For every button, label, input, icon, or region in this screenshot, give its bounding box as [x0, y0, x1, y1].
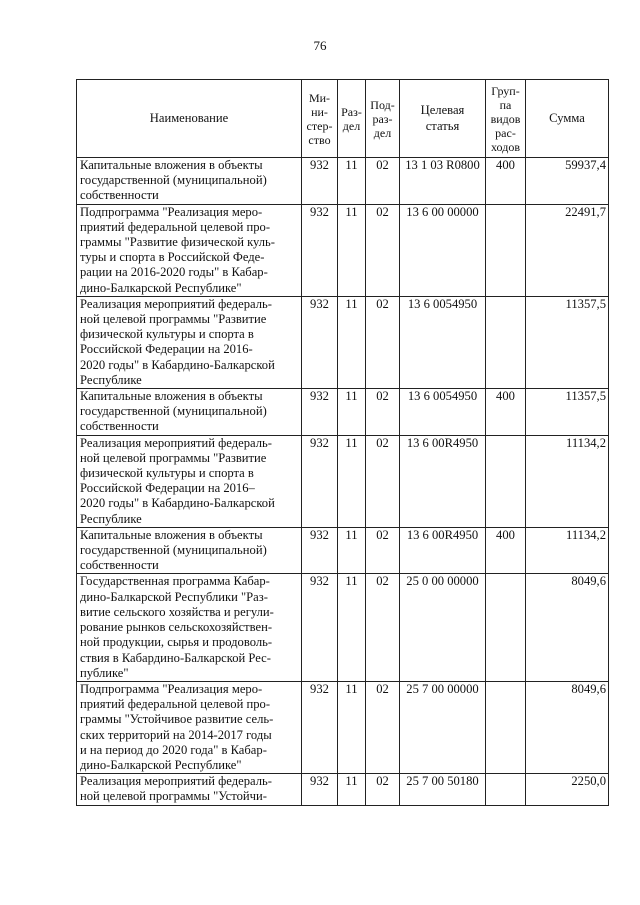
cell-section: 11: [338, 527, 366, 574]
cell-target: 13 6 00R4950: [400, 435, 486, 527]
table-row: [77, 774, 609, 805]
header-section: Раз- дел: [338, 80, 366, 158]
cell-target: 25 0 00 00000: [400, 574, 486, 681]
cell-group: [486, 296, 526, 388]
table-row: [77, 435, 609, 527]
cell-section: 11: [338, 574, 366, 681]
cell-ministry: 932: [302, 774, 338, 805]
cell-name: Капитальные вложения в объекты государственной (муниципальной) собственности: [77, 158, 302, 205]
cell-section: 11: [338, 435, 366, 527]
budget-table: [76, 79, 609, 806]
cell-group: [486, 774, 526, 805]
cell-subsection: 02: [366, 158, 400, 205]
cell-ministry: 932: [302, 574, 338, 681]
cell-name: Капитальные вложения в объекты государственной (муниципальной) собственности: [77, 389, 302, 436]
cell-subsection: 02: [366, 296, 400, 388]
header-name: Наименование: [77, 80, 302, 158]
cell-name: Капитальные вложения в объекты государственной (муниципальной) собственности: [77, 527, 302, 574]
header-subsection: Под- раз- дел: [366, 80, 400, 158]
cell-sum: 11357,5: [526, 296, 609, 388]
cell-ministry: 932: [302, 158, 338, 205]
page-number: 76: [313, 38, 327, 53]
cell-target: 25 7 00 00000: [400, 681, 486, 773]
cell-subsection: 02: [366, 204, 400, 296]
cell-group: [486, 681, 526, 773]
cell-name: Подпрограмма "Реализация меро- приятий федеральной целевой про- граммы "Устойчивое развитие сель- ских территорий на 2014-2017 годы и на период до 2020 года" в Кабар- дино-Балкарской Республике": [77, 681, 302, 773]
cell-name: Государственная программа Кабар- дино-Балкарской Республики "Раз- витие сельского хозяйства и регули- рование рынков сельскохозяйствен- ной продукции, сырья и продоволь- ствия в Кабардино-Балкарской Рес- публике": [77, 574, 302, 681]
cell-target: 13 6 0054950: [400, 296, 486, 388]
cell-section: 11: [338, 681, 366, 773]
cell-ministry: 932: [302, 296, 338, 388]
cell-group: 400: [486, 389, 526, 436]
cell-name: Подпрограмма "Реализация меро- приятий федеральной целевой про- граммы "Развитие физической куль- туры и спорта в Российской Феде- рации на 2016-2020 годы" в Кабар- дино-Балкарской Республике": [77, 204, 302, 296]
cell-ministry: 932: [302, 389, 338, 436]
header-row: [77, 80, 609, 158]
cell-target: 25 7 00 50180: [400, 774, 486, 805]
header-ministry: Ми- ни- стер- ство: [302, 80, 338, 158]
table-row: [77, 681, 609, 773]
cell-subsection: 02: [366, 527, 400, 574]
table-row: [77, 574, 609, 681]
cell-sum: 11134,2: [526, 527, 609, 574]
cell-sum: 11357,5: [526, 389, 609, 436]
cell-target: 13 6 00R4950: [400, 527, 486, 574]
cell-name: Реализация мероприятий федераль- ной целевой программы "Развитие физической культуры и спорта в Российской Федерации на 2016– 2020 годы" в Кабардино-Балкарской Республике: [77, 435, 302, 527]
cell-subsection: 02: [366, 435, 400, 527]
cell-section: 11: [338, 158, 366, 205]
cell-group: [486, 204, 526, 296]
cell-target: 13 6 00 00000: [400, 204, 486, 296]
cell-target: 13 1 03 R0800: [400, 158, 486, 205]
cell-section: 11: [338, 774, 366, 805]
table-row: [77, 296, 609, 388]
cell-group: 400: [486, 158, 526, 205]
table-row: [77, 158, 609, 205]
cell-subsection: 02: [366, 681, 400, 773]
cell-group: [486, 574, 526, 681]
table-row: [77, 204, 609, 296]
cell-sum: 22491,7: [526, 204, 609, 296]
header-sum: Сумма: [526, 80, 609, 158]
cell-sum: 59937,4: [526, 158, 609, 205]
cell-ministry: 932: [302, 435, 338, 527]
cell-name: Реализация мероприятий федераль- ной целевой программы "Развитие физической культуры и спорта в Российской Федерации на 2016- 2020 годы" в Кабардино-Балкарской Республике: [77, 296, 302, 388]
cell-sum: 2250,0: [526, 774, 609, 805]
table-row: [77, 527, 609, 574]
cell-name: Реализация мероприятий федераль- ной целевой программы "Устойчи-: [77, 774, 302, 805]
cell-ministry: 932: [302, 204, 338, 296]
cell-section: 11: [338, 296, 366, 388]
cell-subsection: 02: [366, 774, 400, 805]
cell-subsection: 02: [366, 574, 400, 681]
cell-subsection: 02: [366, 389, 400, 436]
cell-group: 400: [486, 527, 526, 574]
cell-ministry: 932: [302, 681, 338, 773]
header-target: Целевая статья: [400, 80, 486, 158]
cell-section: 11: [338, 389, 366, 436]
cell-target: 13 6 0054950: [400, 389, 486, 436]
cell-sum: 8049,6: [526, 574, 609, 681]
cell-sum: 8049,6: [526, 681, 609, 773]
cell-section: 11: [338, 204, 366, 296]
table-row: [77, 389, 609, 436]
cell-group: [486, 435, 526, 527]
header-group: Груп- па видов рас- ходов: [486, 80, 526, 158]
cell-ministry: 932: [302, 527, 338, 574]
cell-sum: 11134,2: [526, 435, 609, 527]
